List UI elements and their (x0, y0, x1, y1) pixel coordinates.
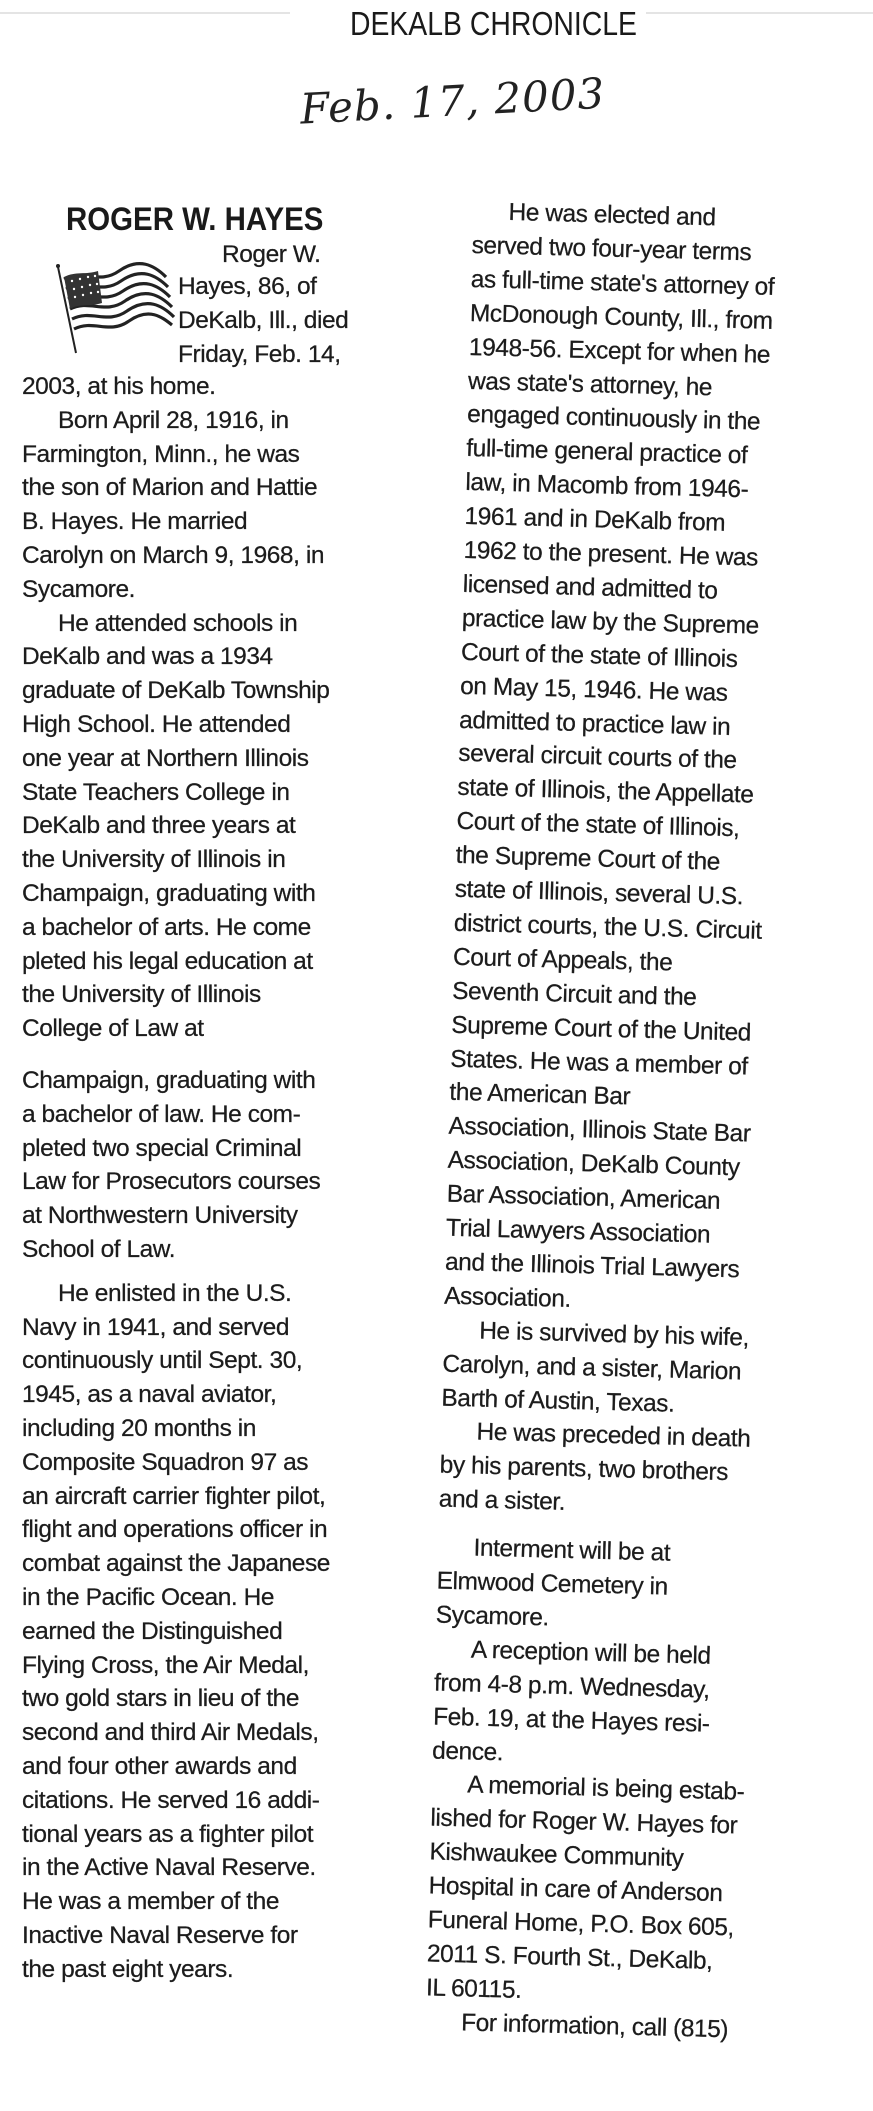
obituary-line: Law for Prosecutors courses (22, 1168, 321, 1196)
obituary-line: in the Pacific Ocean. He (22, 1584, 275, 1611)
obituary-line: Carolyn on March 9, 1968, in (22, 542, 324, 569)
obituary-line: McDonough County, Ill., from (469, 299, 774, 335)
obituary-line: state of Illinois, the Appellate (457, 774, 754, 809)
obituary-line: a bachelor of law. He com- (22, 1100, 301, 1128)
obituary-line: district courts, the U.S. Circuit (453, 909, 763, 945)
obituary-line: Seventh Circuit and the (451, 977, 697, 1011)
obituary-line: combat against the Japanese (22, 1550, 330, 1578)
obituary-line: Roger W. (222, 241, 321, 268)
obituary-line: 1961 and in DeKalb from (464, 502, 726, 537)
obituary-line: the American Bar (449, 1079, 631, 1111)
obituary-line: State Teachers College in (22, 778, 290, 806)
obituary-line: Barth of Austin, Texas. (441, 1384, 675, 1418)
obituary-line: as full-time state's attorney of (470, 265, 775, 301)
obituary-line: Court of the state of Illinois, (456, 807, 740, 843)
obituary-line: Kishwaukee Community (429, 1838, 684, 1873)
obituary-line: Elmwood Cemetery in (436, 1567, 669, 1601)
paragraph-first-line: He is survived by his wife, (478, 1317, 750, 1352)
obituary-line: Composite Squadron 97 as (22, 1448, 309, 1476)
obituary-line: on May 15, 1946. He was (459, 672, 728, 707)
obituary-line: second and third Air Medals, (22, 1719, 319, 1747)
paragraph-first-line: He enlisted in the U.S. (58, 1279, 292, 1307)
obituary-line: Court of the state of Illinois (460, 638, 738, 673)
obituary-line: law, in Macomb from 1946- (465, 469, 749, 504)
obituary-line: an aircraft carrier fighter pilot, (22, 1482, 326, 1510)
obituary-line: Bar Association, American (446, 1180, 721, 1215)
obituary-line: Funeral Home, P.O. Box 605, (427, 1906, 735, 1942)
obituary-line: Association, DeKalb County (447, 1146, 740, 1182)
obituary-line: the Supreme Court of the (455, 841, 721, 876)
obituary-line: Champaign, graduating with (22, 880, 316, 907)
obituary-line: state of Illinois, several U.S. (454, 875, 744, 911)
obituary-line: States. He was a member of (450, 1045, 749, 1080)
obituary-line: IL 60115. (425, 1974, 522, 2004)
obituary-line: 2011 S. Fourth St., DeKalb, (426, 1940, 713, 1975)
obituary-line: and a sister. (438, 1485, 566, 1517)
obituary-line: 2003, at his home. (22, 373, 216, 400)
paragraph-first-line: He was elected and (508, 198, 716, 232)
obituary-line: including 20 months in (22, 1415, 256, 1442)
obituary-line: 1962 to the present. He was (463, 536, 759, 572)
obituary-line: practice law by the Supreme (461, 604, 760, 640)
obituary-line: licensed and admitted to (462, 570, 718, 605)
obituary-line: College of Law at (22, 1015, 204, 1043)
obituary-line: pleted his legal education at (22, 947, 313, 975)
obituary-line: Trial Lawyers Association (445, 1214, 711, 1249)
obituary-line: Hayes, 86, of (178, 273, 317, 300)
obituary-line: at Northwestern University (22, 1202, 298, 1230)
obituary-line: in the Active Naval Reserve. (22, 1854, 316, 1882)
obituary-line: Supreme Court of the United (450, 1011, 752, 1047)
obituary-line: pleted two special Criminal (22, 1134, 302, 1162)
obituary-line: Navy in 1941, and served (22, 1313, 290, 1341)
obituary-line: Feb. 19, at the Hayes resi- (432, 1703, 710, 1738)
obituary-line: the University of Illinois (22, 981, 261, 1009)
obituary-line: Court of Appeals, the (452, 943, 673, 977)
paragraph-first-line: Interment will be at (473, 1534, 671, 1567)
obituary-line: High School. He attended (22, 711, 291, 738)
obituary-line: Champaign, graduating with (22, 1067, 316, 1094)
obituary-left-column (22, 0, 422, 2111)
obituary-line: Flying Cross, the Air Medal, (22, 1651, 309, 1679)
handwritten-date: Feb. 17, 2003 (298, 68, 607, 134)
paragraph-first-line: He was preceded in death (476, 1418, 751, 1454)
top-rule-right (646, 12, 873, 14)
obituary-line: by his parents, two brothers (439, 1451, 729, 1487)
obituary-line: Friday, Feb. 14, (178, 341, 341, 368)
obituary-line: flight and operations officer in (22, 1516, 328, 1544)
obituary-line: School of Law. (22, 1236, 176, 1263)
obituary-line: graduate of DeKalb Township (22, 677, 330, 705)
obituary-line: the past eight years. (22, 1955, 234, 1983)
obituary-line: Sycamore. (435, 1601, 550, 1632)
obituary-line: engaged continuously in the (466, 401, 761, 436)
paragraph-first-line: For information, call (815) (460, 2009, 729, 2043)
obituary-line: one year at Northern Illinois (22, 744, 309, 772)
newspaper-name: DEKALB CHRONICLE (349, 5, 637, 42)
obituary-line: earned the Distinguished (22, 1617, 283, 1645)
obituary-headline: ROGER W. HAYES (66, 201, 324, 237)
obituary-line: He was a member of the (22, 1888, 279, 1916)
obituary-line: was state's attorney, he (467, 367, 713, 401)
obituary-line: and the Illinois Trial Lawyers (444, 1248, 740, 1284)
paragraph-first-line: A memorial is being estab- (467, 1771, 745, 1807)
obituary-line: 1948-56. Except for when he (468, 333, 771, 369)
obituary-right-column (423, 195, 873, 2105)
obituary-line: lished for Roger W. Hayes for (430, 1804, 738, 1840)
obituary-line: a bachelor of arts. He come (22, 913, 311, 941)
obituary-line: 1945, as a naval aviator, (22, 1381, 277, 1409)
paragraph-first-line: A reception will be held (470, 1636, 712, 1670)
obituary-line: several circuit courts of the (458, 740, 737, 775)
obituary-line: Sycamore. (22, 575, 136, 603)
paragraph-first-line: Born April 28, 1916, in (58, 406, 289, 434)
obituary-line: tional years as a fighter pilot (22, 1820, 314, 1848)
obituary-line: citations. He served 16 addi- (22, 1786, 320, 1814)
paragraph-first-line: He attended schools in (58, 609, 298, 637)
obituary-line: DeKalb and three years at (22, 812, 296, 840)
obituary-line: the University of Illinois in (22, 846, 286, 874)
obituary-line: Association, Illinois State Bar (448, 1112, 751, 1148)
obituary-line: Farmington, Minn., he was (22, 440, 300, 468)
obituary-line: Inactive Naval Reserve for (22, 1922, 298, 1949)
obituary-line: dence. (431, 1736, 504, 1766)
obituary-line: DeKalb, Ill., died (178, 307, 349, 334)
obituary-line: Hospital in care of Anderson (428, 1872, 723, 1908)
obituary-line: continuously until Sept. 30, (22, 1347, 303, 1375)
obituary-line: the son of Marion and Hattie (22, 474, 318, 502)
obituary-line: Association. (443, 1282, 572, 1313)
obituary-line: from 4-8 p.m. Wednesday, (433, 1669, 710, 1704)
obituary-line: and four other awards and (22, 1753, 297, 1780)
obituary-line: DeKalb and was a 1934 (22, 643, 273, 671)
obituary-line: admitted to practice law in (458, 706, 731, 741)
obituary-line: B. Hayes. He married (22, 508, 248, 536)
obituary-line: served two four-year terms (471, 231, 752, 267)
obituary-line: two gold stars in lieu of the (22, 1685, 300, 1713)
obituary-line: Carolyn, and a sister, Marion (442, 1350, 742, 1386)
obituary-line: full-time general practice of (466, 435, 748, 470)
